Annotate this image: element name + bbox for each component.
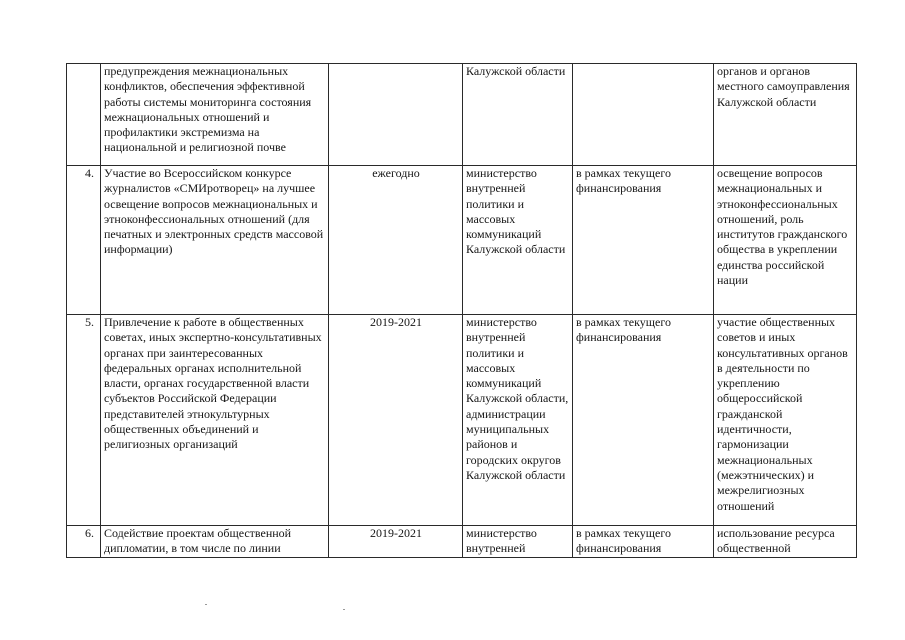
executor-cell: министерство внутренней xyxy=(463,526,573,558)
event-cell: Содействие проектам общественной дипломатии, в том числе по линии xyxy=(101,526,329,558)
funding-cell: в рамках текущего финансирования xyxy=(573,526,714,558)
period-cell: ежегодно xyxy=(329,166,463,315)
plan-table xyxy=(66,63,857,558)
row-number xyxy=(67,64,101,166)
result-cell: освещение вопросов межнациональных и этноконфессиональных отношений, роль институтов гражданского общества в укреплении единства российской нации xyxy=(714,166,857,315)
period-cell xyxy=(329,64,463,166)
executor-cell: Калужской области xyxy=(463,64,573,166)
event-cell: Участие во Всероссийском конкурсе журналистов «СМИротворец» на лучшее освещение вопросов межнациональных и этноконфессиональных отношений (для печатных и электронных средств массовой информации) xyxy=(101,166,329,315)
period-cell: 2019-2021 xyxy=(329,526,463,558)
executor-cell: министерство внутренней политики и массовых коммуникаций Калужской области xyxy=(463,166,573,315)
table-row xyxy=(67,166,857,315)
row-number: 4. xyxy=(67,166,101,315)
event-cell: предупреждения межнациональных конфликтов, обеспечения эффективной работы системы мониторинга состояния межнациональных отношений и профилактики экстремизма на национальной и религиозной почве xyxy=(101,64,329,166)
table-row xyxy=(67,526,857,558)
funding-cell xyxy=(573,64,714,166)
row-number: 5. xyxy=(67,315,101,526)
table-row xyxy=(67,315,857,526)
executor-cell: министерство внутренней политики и массовых коммуникаций Калужской области, администрации муниципальных районов и городских округов Калужской области xyxy=(463,315,573,526)
row-number: 6. xyxy=(67,526,101,558)
event-cell: Привлечение к работе в общественных советах, иных экспертно-консультативных органах при заинтересованных федеральных органах исполнительной власти, органах государственной власти субъектов Российской Федерации представителей этнокультурных общественных объединений и религиозных организаций xyxy=(101,315,329,526)
period-cell: 2019-2021 xyxy=(329,315,463,526)
funding-cell: в рамках текущего финансирования xyxy=(573,315,714,526)
result-cell: использование ресурса общественной xyxy=(714,526,857,558)
result-cell: органов и органов местного самоуправления Калужской области xyxy=(714,64,857,166)
result-cell: участие общественных советов и иных консультативных органов в деятельности по укреплению общероссийской гражданской идентичности, гармонизации межнациональных (межэтнических) и межрелигиозных отношений xyxy=(714,315,857,526)
scan-speck xyxy=(205,604,207,605)
table-row xyxy=(67,64,857,166)
scan-speck xyxy=(343,609,345,610)
funding-cell: в рамках текущего финансирования xyxy=(573,166,714,315)
